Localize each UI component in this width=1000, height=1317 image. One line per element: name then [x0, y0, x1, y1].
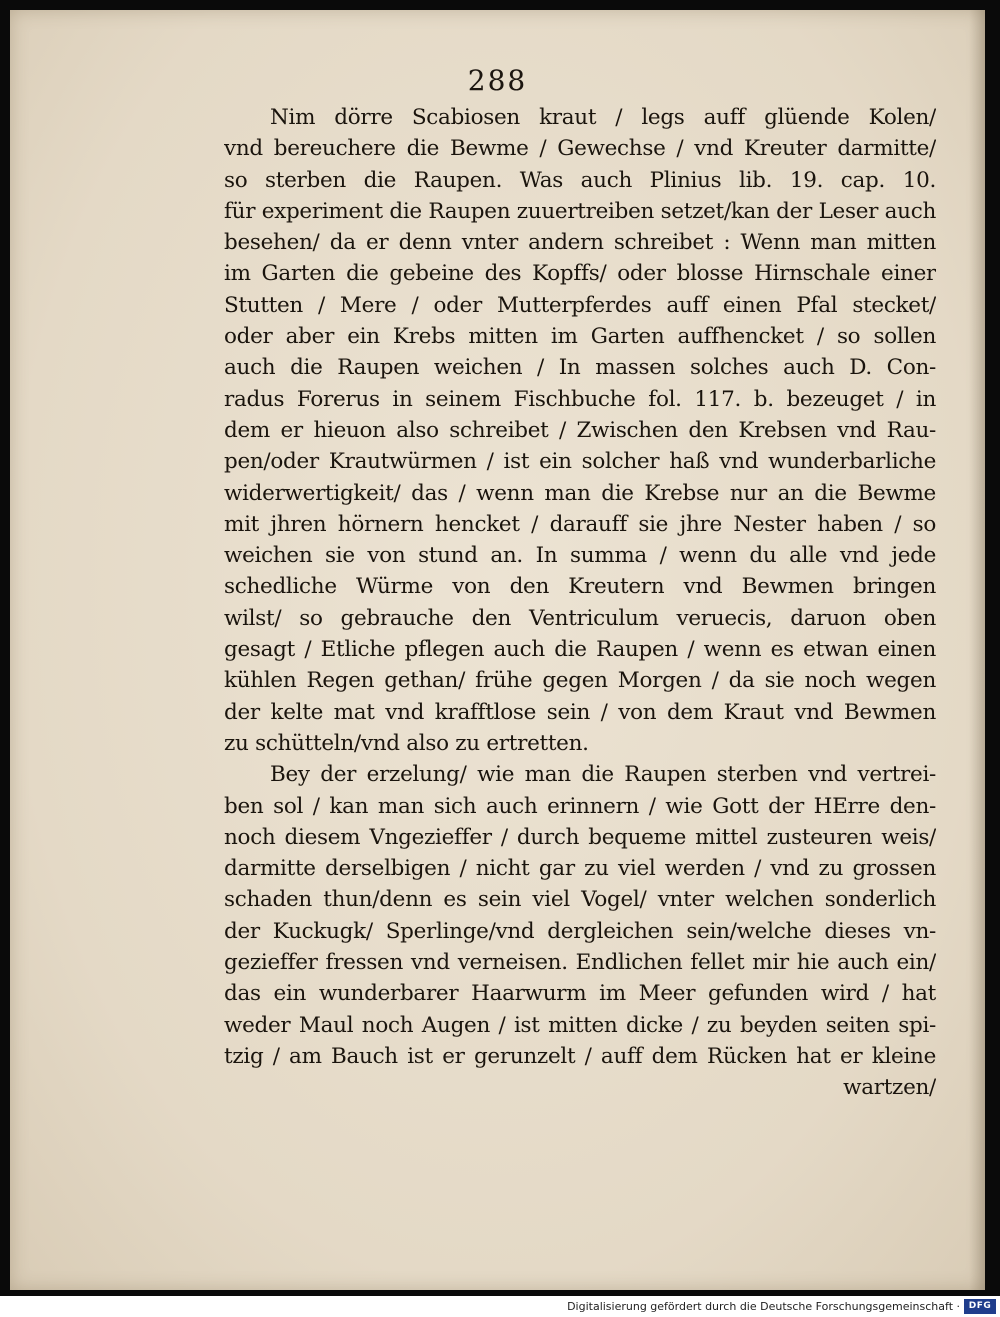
- text-line: gesagt / Etliche pflegen auch die Raupen / wenn es etwan einen: [224, 637, 936, 663]
- text-line: zu schütteln/vnd also zu ertretten.: [224, 730, 589, 756]
- text-line: schaden thun/denn es sein viel Vogel/ vnter welchen sonderlich: [224, 887, 936, 913]
- text-line: gezieffer fressen vnd verneisen. Endlichen fellet mir hie auch ein/: [224, 950, 936, 976]
- text-line: weichen sie von stund an. In summa / wenn du alle vnd jede: [224, 543, 936, 569]
- text-line: wilst/ so gebrauche den Ventriculum veruecis, daruon oben: [224, 605, 936, 631]
- text-line: widerwertigkeit/ das / wenn man die Krebse nur an die Bewme: [224, 480, 936, 506]
- page-gutter-shadow: [969, 10, 985, 1290]
- text-line: vnd bereuchere die Bewme / Gewechse / vnd Kreuter darmitte/: [224, 136, 936, 162]
- text-line: schedliche Würme von den Kreutern vnd Bewmen bringen: [224, 574, 936, 600]
- text-line: oder aber ein Krebs mitten im Garten auffhencket / so sollen: [224, 324, 936, 350]
- footer-bar: [0, 1296, 1000, 1317]
- text-line: Nim dörre Scabiosen kraut / legs auff glüende Kolen/: [270, 105, 936, 130]
- text-line: der kelte mat vnd krafftlose sein / von dem Kraut vnd Bewmen: [224, 699, 936, 725]
- page-text: [224, 102, 936, 1104]
- text-line: dem er hieuon also schreibet / Zwischen den Krebsen vnd Rau-: [224, 417, 936, 443]
- text-line: Stutten / Mere / oder Mutterpferdes auff einen Pfal stecket/: [224, 292, 936, 318]
- text-line: besehen/ da er denn vnter andern schreibet : Wenn man mitten: [224, 230, 936, 256]
- text-line: ben sol / kan man sich auch erinnern / wie Gott der HErre den-: [224, 793, 936, 819]
- text-line: mit jhren hörnern hencket / darauff sie jhre Nester haben / so: [224, 511, 936, 537]
- text-line: weder Maul noch Augen / ist mitten dicke / zu beyden seiten spi-: [224, 1012, 936, 1038]
- book-page: [10, 10, 985, 1290]
- page-number: 288: [467, 64, 528, 97]
- text-line: radus Forerus in seinem Fischbuche fol. 117. b. bezeuget / in: [224, 386, 936, 412]
- text-line: darmitte derselbigen / nicht gar zu viel werden / vnd zu grossen: [224, 856, 936, 882]
- text-line: Bey der erzelung/ wie man die Raupen sterben vnd vertrei-: [270, 762, 936, 788]
- text-line: so sterben die Raupen. Was auch Plinius lib. 19. cap. 10.: [224, 167, 936, 193]
- text-line: das ein wunderbarer Haarwurm im Meer gefunden wird / hat: [224, 981, 936, 1007]
- text-line: pen/oder Krautwürmen / ist ein solcher haß vnd wunderbarliche: [224, 449, 936, 475]
- text-line: der Kuckugk/ Sperlinge/vnd dergleichen sein/welche dieses vn-: [224, 918, 936, 944]
- text-line: kühlen Regen gethan/ frühe gegen Morgen / da sie noch wegen: [224, 668, 936, 694]
- text-line: für experiment die Raupen zuuertreiben setzet/kan der Leser auch: [224, 198, 936, 224]
- dfg-logo-icon: DFG: [964, 1299, 996, 1314]
- catchword: wartzen/: [843, 1075, 936, 1101]
- funding-credit: Digitalisierung gefördert durch die Deutsche Forschungsgemeinschaft ·: [567, 1300, 960, 1313]
- text-line: tzig / am Bauch ist er gerunzelt / auff dem Rücken hat er kleine: [224, 1043, 936, 1069]
- text-line: noch diesem Vngezieffer / durch bequeme mittel zusteuren weis/: [224, 824, 936, 850]
- text-line: im Garten die gebeine des Kopffs/ oder blosse Hirnschale einer: [224, 261, 936, 287]
- text-line: auch die Raupen weichen / In massen solches auch D. Con-: [224, 355, 936, 381]
